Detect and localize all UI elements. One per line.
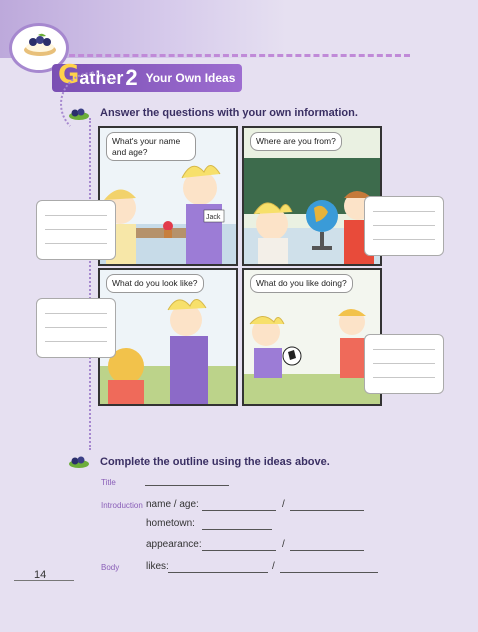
blueberry-bullet-icon [68, 454, 90, 468]
decorative-dotted-line [89, 118, 91, 450]
comic-panel-2 [242, 126, 382, 266]
hometown-blank[interactable] [202, 529, 272, 530]
likes-blank-2[interactable] [280, 572, 378, 573]
header-band [0, 0, 478, 58]
activity2-instruction: Complete the outline using the ideas above. [100, 456, 330, 468]
blueberry-tart-icon [22, 31, 58, 57]
answer-box-4[interactable] [364, 334, 444, 394]
answer-box-3[interactable] [36, 298, 116, 358]
outline-body-label: Body [101, 563, 120, 572]
answer-box-2[interactable] [364, 196, 444, 256]
comic-panel-4 [242, 268, 382, 406]
shirt-name-label: Jack [206, 214, 221, 221]
appearance-blank-2[interactable] [290, 550, 364, 551]
comic-panel-3 [98, 268, 238, 406]
title-blank[interactable] [145, 485, 229, 486]
page-number: 14 [34, 569, 47, 581]
header-dashed-line [60, 54, 410, 57]
age-blank[interactable] [290, 510, 364, 511]
outline-title-label: Title [101, 478, 116, 487]
speech-bubble-2: Where are you from? [250, 132, 342, 151]
comic-panel-1 [98, 126, 238, 266]
speech-bubble-3: What do you look like? [106, 274, 204, 293]
hometown-label: hometown: [146, 518, 195, 529]
section-subtitle: Your Own Ideas [145, 71, 236, 85]
outline-introduction-label: Introduction [101, 501, 143, 510]
appearance-label: appearance: [146, 539, 202, 550]
page-number-rule [14, 580, 74, 581]
appearance-blank-1[interactable] [202, 550, 276, 551]
activity1-instruction: Answer the questions with your own information. [100, 107, 358, 119]
blueberry-bullet-icon [68, 106, 90, 120]
answer-box-1[interactable] [36, 200, 116, 260]
name-age-separator: / [282, 499, 285, 510]
name-blank[interactable] [202, 510, 276, 511]
likes-blank-1[interactable] [168, 572, 268, 573]
appearance-separator: / [282, 539, 285, 550]
name-age-label: name / age: [146, 499, 199, 510]
likes-separator: / [272, 561, 275, 572]
section-number: 2 [125, 65, 138, 90]
section-title-initial: G [58, 60, 80, 90]
likes-label: likes: [146, 561, 169, 572]
section-title-word: ather [79, 67, 124, 88]
speech-bubble-1: What's your name and age? [106, 132, 196, 161]
speech-bubble-4: What do you like doing? [250, 274, 353, 293]
